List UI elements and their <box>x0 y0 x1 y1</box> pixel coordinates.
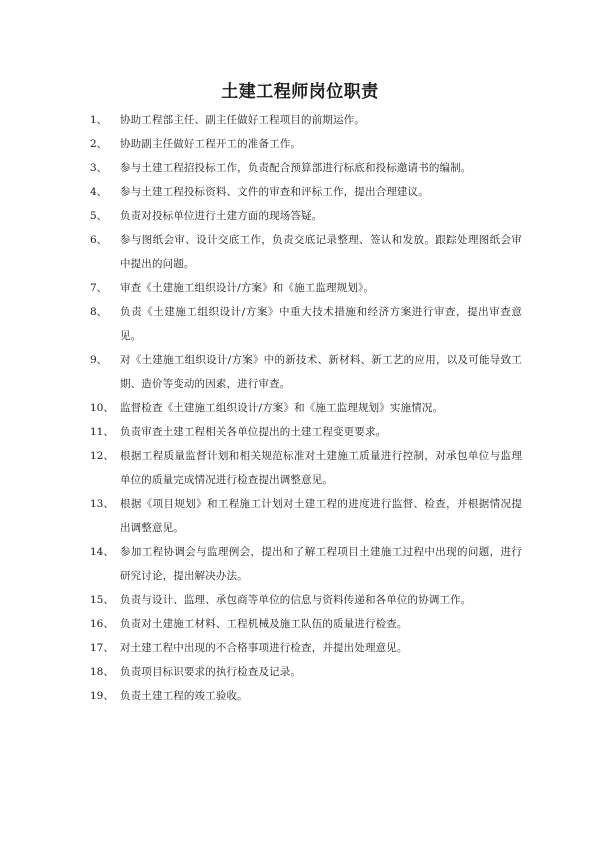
item-number: 14、 <box>90 546 114 558</box>
list-item <box>90 348 522 396</box>
duty-list <box>90 108 522 708</box>
item-text: 参与土建工程投标资料、文件的审查和评标工作，提出合理建议。 <box>120 186 429 198</box>
list-item <box>90 180 522 204</box>
item-number: 18、 <box>90 666 114 678</box>
list-item <box>90 108 522 132</box>
item-text: 参与图纸会审、设计交底工作，负责交底记录整理、签认和发放。跟踪处理图纸会审中提出的问题。 <box>120 234 522 270</box>
item-text: 参加工程协调会与监理例会，提出和了解工程项目土建施工过程中出现的问题，进行研究讨论，提出解决办法。 <box>120 546 522 582</box>
item-text: 负责《土建施工组织设计/方案》中重大技术措施和经济方案进行审查，提出审查意见。 <box>120 306 522 342</box>
item-number: 13、 <box>90 498 114 510</box>
item-text: 负责土建工程的竣工验收。 <box>120 690 248 702</box>
list-item <box>90 156 522 180</box>
list-item <box>90 228 522 276</box>
item-text: 根据工程质量监督计划和相关规范标准对土建施工质量进行控制，对承包单位与监理单位的质量完成情况进行检查提出调整意见。 <box>120 450 522 486</box>
list-item <box>90 684 522 708</box>
item-text: 对《土建施工组织设计/方案》中的新技术、新材料、新工艺的应用，以及可能导致工期、造价等变动的因素，进行审查。 <box>120 354 522 390</box>
list-item <box>90 612 522 636</box>
list-item <box>90 204 522 228</box>
item-text: 根据《项目规划》和工程施工计划对土建工程的进度进行监督、检查，并根据情况提出调整意见。 <box>120 498 522 534</box>
item-text: 对土建工程中出现的不合格事项进行检查，并提出处理意见。 <box>120 642 408 654</box>
list-item <box>90 660 522 684</box>
list-item <box>90 588 522 612</box>
item-number: 6、 <box>90 234 108 246</box>
list-item <box>90 492 522 540</box>
item-text: 协助工程部主任、副主任做好工程项目的前期运作。 <box>120 114 365 126</box>
item-number: 3、 <box>90 162 108 174</box>
item-number: 10、 <box>90 402 114 414</box>
item-text: 监督检查《土建施工组织设计/方案》和《施工监理规划》实施情况。 <box>120 402 444 414</box>
item-number: 1、 <box>90 114 108 126</box>
list-item <box>90 540 522 588</box>
list-item <box>90 420 522 444</box>
item-number: 5、 <box>90 210 108 222</box>
item-number: 15、 <box>90 594 114 606</box>
item-text: 协助副主任做好工程开工的准备工作。 <box>120 138 302 150</box>
item-text: 参与土建工程招投标工作，负责配合预算部进行标底和投标邀请书的编制。 <box>120 162 472 174</box>
item-text: 负责项目标识要求的执行检查及记录。 <box>120 666 302 678</box>
item-text: 负责与设计、监理、承包商等单位的信息与资料传递和各单位的协调工作。 <box>120 594 472 606</box>
list-item <box>90 300 522 348</box>
list-item <box>90 276 522 300</box>
item-text: 负责审查土建工程相关各单位提出的土建工程变更要求。 <box>120 426 387 438</box>
list-item <box>90 636 522 660</box>
item-number: 19、 <box>90 690 114 702</box>
item-number: 7、 <box>90 282 108 294</box>
list-item <box>90 132 522 156</box>
item-number: 16、 <box>90 618 114 630</box>
item-number: 17、 <box>90 642 114 654</box>
item-number: 11、 <box>90 426 114 438</box>
item-number: 12、 <box>90 450 114 462</box>
list-item <box>90 444 522 492</box>
item-number: 4、 <box>90 186 108 198</box>
item-text: 负责对投标单位进行土建方面的现场答疑。 <box>120 210 323 222</box>
item-number: 8、 <box>90 306 108 318</box>
item-number: 2、 <box>90 138 108 150</box>
item-number: 9、 <box>90 354 108 366</box>
list-item <box>90 396 522 420</box>
item-text: 负责对土建施工材料、工程机械及施工队伍的质量进行检查。 <box>120 618 408 630</box>
item-text: 审查《土建施工组织设计/方案》和《施工监理规划》。 <box>120 282 375 294</box>
page-title: 土建工程师岗位职责 <box>221 82 379 102</box>
